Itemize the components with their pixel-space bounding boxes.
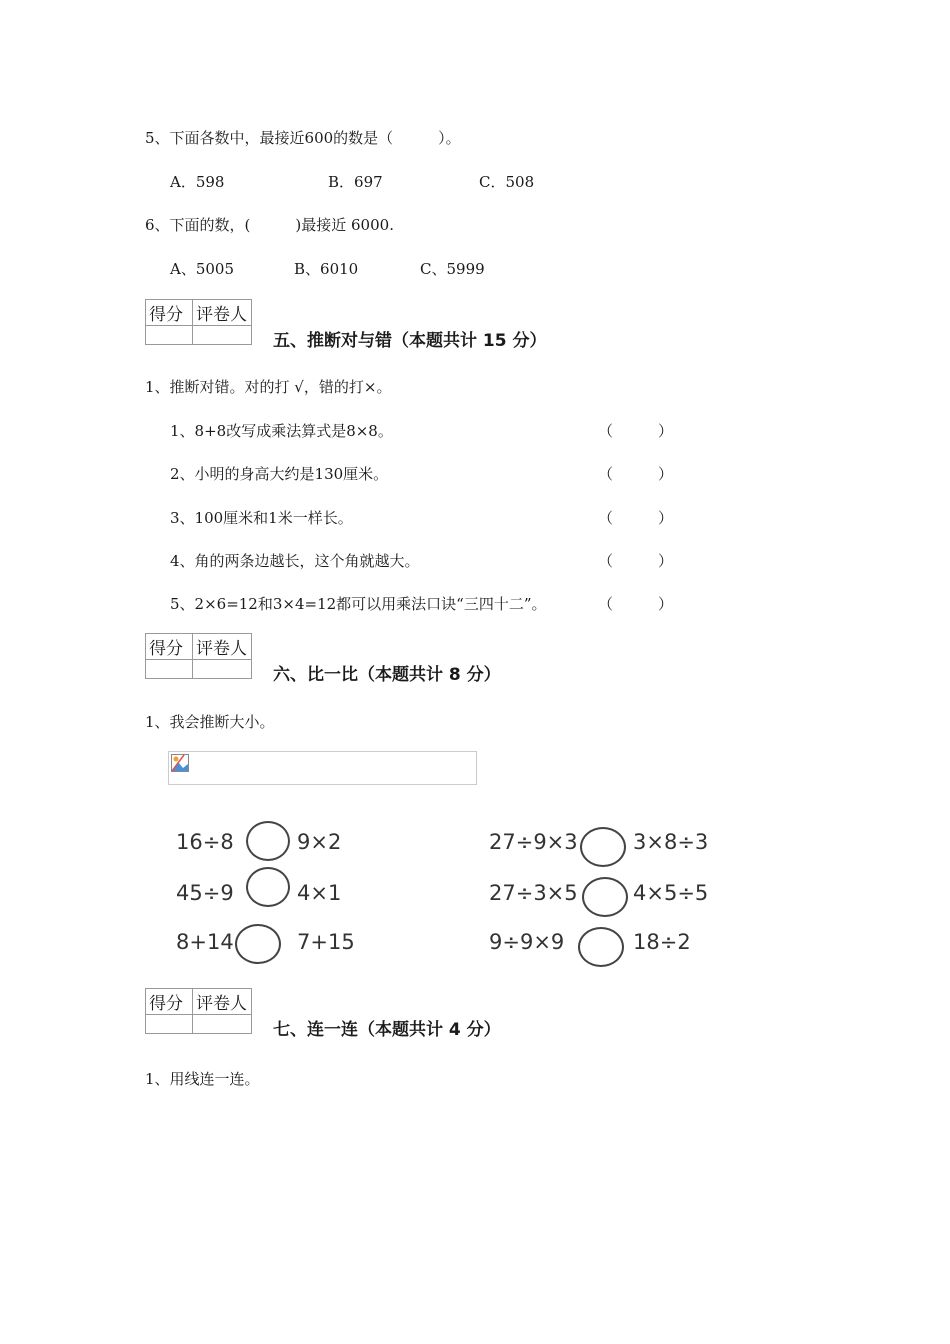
compare-left-2-a: 45÷9 <box>176 881 234 905</box>
score-table <box>145 988 252 1034</box>
compare-circle[interactable] <box>235 924 281 964</box>
question-5: 5、下面各数中，最接近600的数是（ ）。 <box>145 129 461 147</box>
compare-left-1-b: 9×2 <box>297 830 342 854</box>
compare-left-3-b: 7+15 <box>297 930 355 954</box>
compare-circle[interactable] <box>246 867 290 907</box>
compare-circle[interactable] <box>582 877 628 917</box>
compare-left-1-a: 16÷8 <box>176 830 234 854</box>
grader-cell[interactable] <box>193 660 252 679</box>
section-7-intro: 1、用线连一连。 <box>145 1070 260 1088</box>
tf-item-3: 3、100厘米和1米一样长。 <box>170 509 353 527</box>
q5-option-c: C．508 <box>479 173 535 191</box>
compare-right-2-a: 27÷3×5 <box>489 881 578 905</box>
section-6-heading: 六、比一比（本题共计 8 分） <box>273 665 501 685</box>
tf-item-5: 5、2×6=12和3×4=12都可以用乘法口诀“三四十二”。 <box>170 595 547 613</box>
compare-right-1-a: 27÷9×3 <box>489 830 578 854</box>
compare-right-1-b: 3×8÷3 <box>633 830 709 854</box>
grader-label: 评卷人 <box>193 989 252 1015</box>
score-label: 得分 <box>146 634 193 660</box>
score-cell[interactable] <box>146 1015 193 1034</box>
tf-item-1: 1、8+8改写成乘法算式是8×8。 <box>170 422 393 440</box>
grader-cell[interactable] <box>193 1015 252 1034</box>
grader-label: 评卷人 <box>193 300 252 326</box>
tf-bracket-2[interactable]: （ ） <box>598 465 674 483</box>
broken-image-icon <box>171 754 189 772</box>
section-6-intro: 1、我会推断大小。 <box>145 713 275 731</box>
tf-bracket-4[interactable]: （ ） <box>598 552 674 570</box>
score-label: 得分 <box>146 300 193 326</box>
compare-right-3-b: 18÷2 <box>633 930 691 954</box>
section-7-heading: 七、连一连（本题共计 4 分） <box>273 1020 501 1040</box>
score-cell[interactable] <box>146 326 193 345</box>
q5-option-a: A．598 <box>170 173 225 191</box>
grader-cell[interactable] <box>193 326 252 345</box>
compare-left-2-b: 4×1 <box>297 881 342 905</box>
compare-circle[interactable] <box>246 821 290 861</box>
tf-item-2: 2、小明的身高大约是130厘米。 <box>170 465 389 483</box>
score-table <box>145 299 252 345</box>
score-cell[interactable] <box>146 660 193 679</box>
compare-right-3-a: 9÷9×9 <box>489 930 565 954</box>
score-table <box>145 633 252 679</box>
grader-label: 评卷人 <box>193 634 252 660</box>
tf-bracket-5[interactable]: （ ） <box>598 595 674 613</box>
tf-item-4: 4、角的两条边越长，这个角就越大。 <box>170 552 420 570</box>
compare-circle[interactable] <box>578 927 624 967</box>
score-label: 得分 <box>146 989 193 1015</box>
q6-option-a: A、5005 <box>170 260 235 278</box>
compare-left-3-a: 8+14 <box>176 930 234 954</box>
compare-circle[interactable] <box>580 827 626 867</box>
q5-option-b: B．697 <box>328 173 383 191</box>
image-placeholder <box>168 751 477 785</box>
section-5-intro: 1、推断对错。对的打 √，错的打×。 <box>145 378 392 396</box>
q6-option-b: B、6010 <box>294 260 359 278</box>
question-6: 6、下面的数，( )最接近 6000. <box>145 216 394 234</box>
q6-option-c: C、5999 <box>420 260 485 278</box>
tf-bracket-1[interactable]: （ ） <box>598 422 674 440</box>
compare-right-2-b: 4×5÷5 <box>633 881 709 905</box>
tf-bracket-3[interactable]: （ ） <box>598 509 674 527</box>
section-5-heading: 五、推断对与错（本题共计 15 分） <box>273 331 547 351</box>
